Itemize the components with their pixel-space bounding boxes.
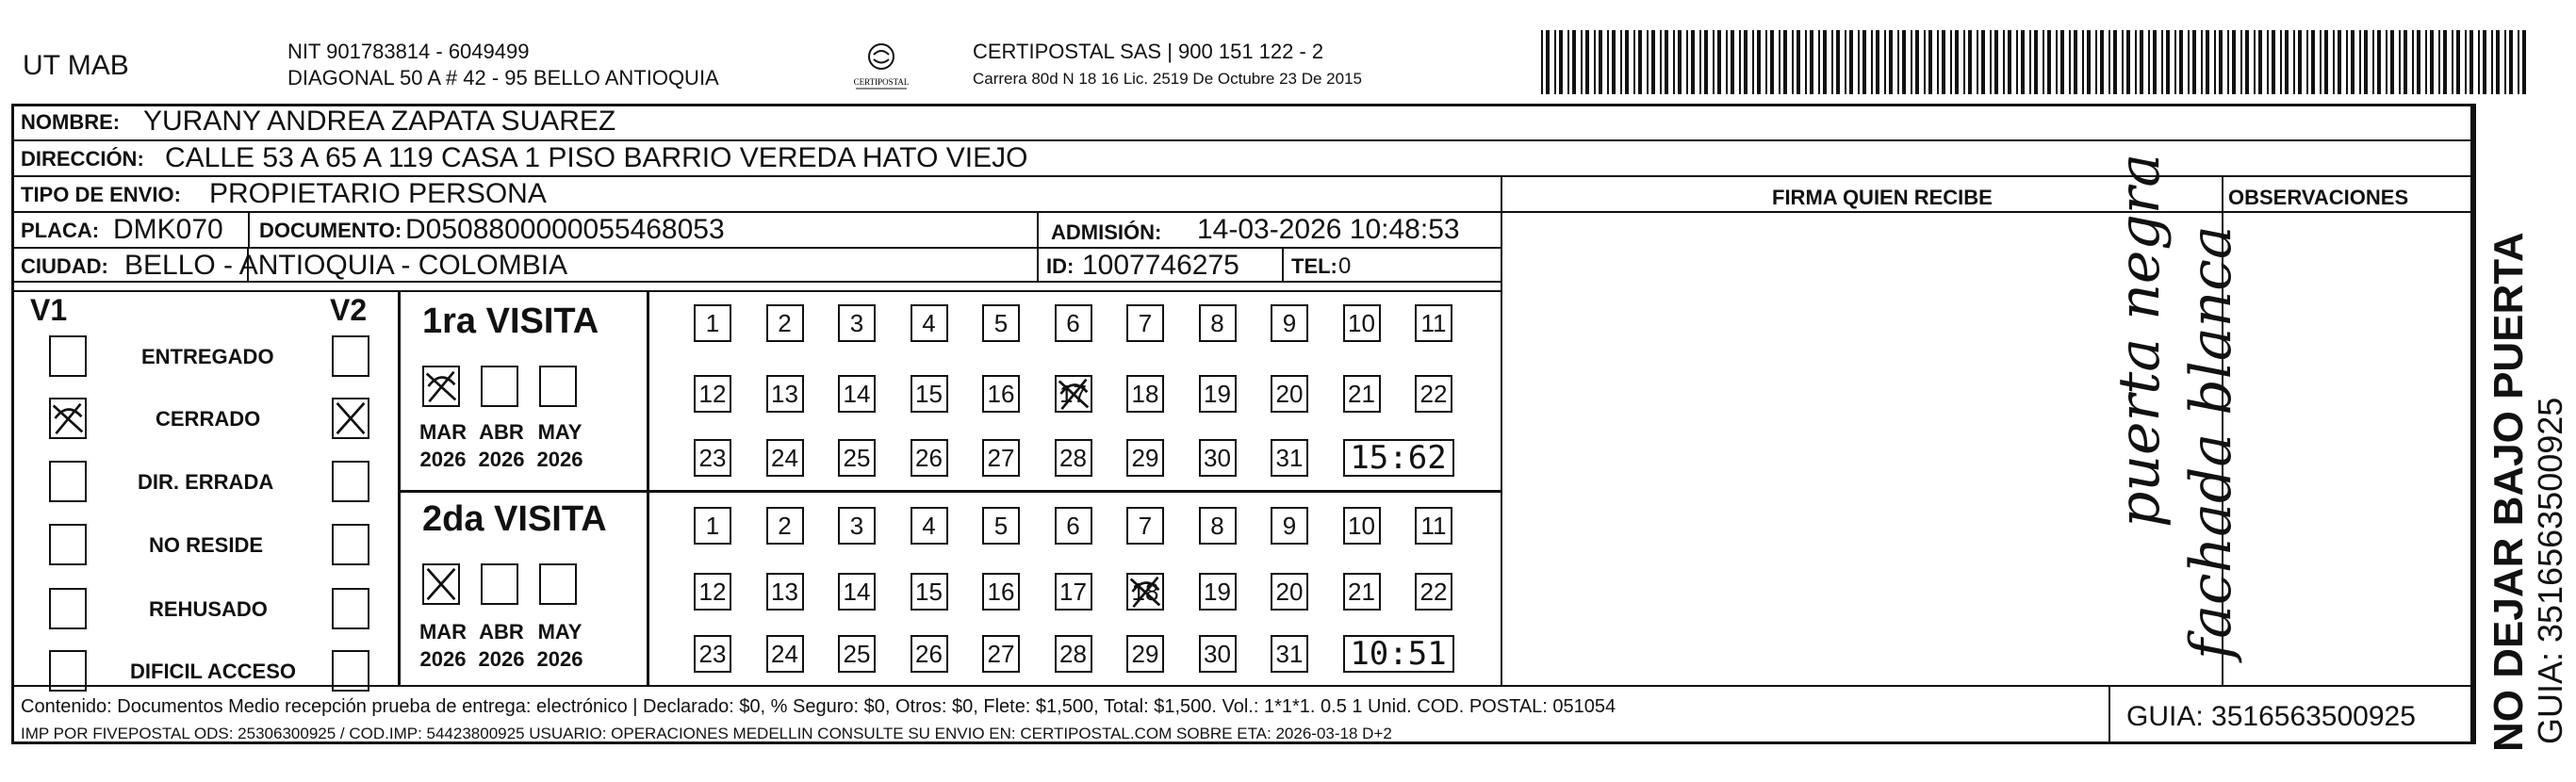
day-box[interactable]: 16 xyxy=(982,573,1020,611)
day-box[interactable]: 25 xyxy=(838,439,876,477)
month-label: ABR xyxy=(479,620,524,644)
day-box[interactable]: 22 xyxy=(1415,573,1452,611)
observaciones-header: OBSERVACIONES xyxy=(2228,186,2409,209)
day-box[interactable]: 31 xyxy=(1271,635,1308,673)
footer-imp: IMP POR FIVEPOSTAL ODS: 25306300925 / COD.IMP: 54423800925 USUARIO: OPERACIONES MEDELLIN CONSULTE SU ENVIO EN: CERTIPOSTAL.COM SOBRE ETA: 2026-03-18 D+2 xyxy=(21,725,1392,742)
sender-address: DIAGONAL 50 A # 42 - 95 BELLO ANTIOQUIA xyxy=(287,66,719,90)
id-value: 1007746275 xyxy=(1082,250,1239,281)
day-box[interactable]: 29 xyxy=(1126,635,1164,673)
day-box[interactable]: 19 xyxy=(1199,375,1237,413)
placa-value: DMK070 xyxy=(113,214,223,245)
day-box[interactable]: 4 xyxy=(911,507,948,545)
barcode xyxy=(1541,30,2535,94)
note-line-1: puerta negra xyxy=(2107,153,2173,528)
status-label: REHUSADO xyxy=(149,597,268,621)
day-box[interactable]: 23 xyxy=(694,635,731,673)
day-box[interactable]: 28 xyxy=(1055,635,1092,673)
admision-value: 14-03-2026 10:48:53 xyxy=(1197,214,1460,245)
day-box[interactable]: 8 xyxy=(1199,507,1237,545)
day-box[interactable]: 27 xyxy=(982,635,1020,673)
day-box[interactable]: 14 xyxy=(838,573,876,611)
v1-checkbox[interactable] xyxy=(49,335,87,377)
day-box[interactable]: 20 xyxy=(1271,573,1308,611)
day-box[interactable]: 24 xyxy=(766,439,804,477)
nit-text: NIT 901783814 - 6049499 xyxy=(287,40,530,63)
month-checkbox[interactable] xyxy=(539,366,577,407)
day-box[interactable]: 15 xyxy=(911,375,948,413)
footer-contenido: Contenido: Documentos Medio recepción prueba de entrega: electrónico | Declarado: $0, % Seguro: $0, Otros: $0, Flete: $1,500, Total: $1,500. Vol.: 1*1*1. 0.5 1 Unid. COD. POSTAL: 051054 xyxy=(21,696,1616,717)
v2-checkbox[interactable] xyxy=(332,524,369,565)
day-box[interactable]: 27 xyxy=(982,439,1020,477)
documento-value: D0508800000055468053 xyxy=(405,214,725,245)
day-box[interactable]: 5 xyxy=(982,507,1020,545)
year-label: 2026 xyxy=(419,647,467,671)
month-label: MAR xyxy=(418,620,468,644)
first-visit-title: 1ra VISITA xyxy=(422,301,599,341)
day-box[interactable]: 16 xyxy=(982,375,1020,413)
day-box[interactable]: 26 xyxy=(911,439,948,477)
id-label: ID: xyxy=(1046,254,1075,278)
day-box[interactable]: 31 xyxy=(1271,439,1308,477)
day-box[interactable]: 15 xyxy=(911,573,948,611)
month-label: MAY xyxy=(537,420,582,444)
day-box[interactable]: 1 xyxy=(694,304,731,342)
day-box[interactable]: 18 xyxy=(1126,573,1164,611)
day-box[interactable]: 8 xyxy=(1199,304,1237,342)
month-checkbox[interactable] xyxy=(422,563,460,605)
day-box[interactable]: 4 xyxy=(911,304,948,342)
day-box[interactable]: 18 xyxy=(1126,375,1164,413)
day-box[interactable]: 11 xyxy=(1415,304,1452,342)
day-box[interactable]: 23 xyxy=(694,439,731,477)
second-visit-title: 2da VISITA xyxy=(422,499,607,539)
day-box[interactable]: 6 xyxy=(1055,507,1092,545)
status-label: NO RESIDE xyxy=(149,533,264,557)
month-label: ABR xyxy=(479,420,524,444)
v2-header: V2 xyxy=(330,293,368,327)
footer-guia: GUIA: 3516563500925 xyxy=(2126,701,2416,732)
direccion-value: CALLE 53 A 65 A 119 CASA 1 PISO BARRIO VEREDA HATO VIEJO xyxy=(165,142,1028,173)
day-box[interactable]: 3 xyxy=(838,507,876,545)
day-box[interactable]: 7 xyxy=(1126,507,1164,545)
day-box[interactable]: 21 xyxy=(1343,375,1381,413)
day-box[interactable]: 13 xyxy=(766,375,804,413)
day-box[interactable]: 30 xyxy=(1199,635,1237,673)
day-box[interactable]: 17 xyxy=(1055,375,1092,413)
day-box[interactable]: 13 xyxy=(766,573,804,611)
year-label: 2026 xyxy=(478,448,525,471)
day-box[interactable]: 11 xyxy=(1415,507,1452,545)
day-box[interactable]: 9 xyxy=(1271,304,1308,342)
v2-checkbox[interactable] xyxy=(332,461,369,502)
tel-label: TEL: xyxy=(1291,254,1337,278)
day-box[interactable]: 12 xyxy=(694,573,731,611)
firma-header: FIRMA QUIEN RECIBE xyxy=(1772,186,1993,209)
direccion-label: DIRECCIÓN: xyxy=(21,147,144,171)
month-checkbox[interactable] xyxy=(481,366,518,407)
v1-checkbox[interactable] xyxy=(49,588,87,629)
v2-checkbox[interactable] xyxy=(332,335,369,377)
year-label: 2026 xyxy=(536,647,583,671)
v2-checkbox[interactable] xyxy=(332,398,369,439)
day-box[interactable]: 26 xyxy=(911,635,948,673)
carrier-license: Carrera 80d N 18 16 Lic. 2519 De Octubre 23 De 2015 xyxy=(973,70,1362,88)
day-box[interactable]: 28 xyxy=(1055,439,1092,477)
day-box[interactable]: 29 xyxy=(1126,439,1164,477)
nombre-label: NOMBRE: xyxy=(21,110,121,134)
placa-label: PLACA: xyxy=(21,219,100,242)
day-box[interactable]: 9 xyxy=(1271,507,1308,545)
day-box[interactable]: 21 xyxy=(1343,573,1381,611)
status-label: ENTREGADO xyxy=(141,345,274,368)
certipostal-logo-icon xyxy=(848,38,914,94)
tipo-envio-label: TIPO DE ENVIO: xyxy=(21,183,181,206)
day-box[interactable]: 10 xyxy=(1343,304,1381,342)
month-label: MAR xyxy=(418,420,468,444)
day-box[interactable]: 12 xyxy=(694,375,731,413)
day-box[interactable]: 22 xyxy=(1415,375,1452,413)
day-box[interactable]: 6 xyxy=(1055,304,1092,342)
carrier-name: CERTIPOSTAL SAS | 900 151 122 - 2 xyxy=(973,40,1324,63)
admision-label: ADMISIÓN: xyxy=(1051,220,1162,244)
month-checkbox[interactable] xyxy=(422,366,460,407)
v2-checkbox[interactable] xyxy=(332,650,369,692)
year-label: 2026 xyxy=(536,448,583,471)
company-name: UT MAB xyxy=(23,50,129,81)
v2-checkbox[interactable] xyxy=(332,588,369,629)
time-box[interactable]: 15:62 xyxy=(1343,439,1454,477)
month-checkbox[interactable] xyxy=(481,563,518,605)
side-guia: GUIA: 3516563500925 xyxy=(2531,397,2569,744)
day-box[interactable]: 30 xyxy=(1199,439,1237,477)
day-box[interactable]: 17 xyxy=(1055,573,1092,611)
nombre-value: YURANY ANDREA ZAPATA SUAREZ xyxy=(143,106,616,137)
ciudad-value: BELLO - ANTIOQUIA - COLOMBIA xyxy=(124,250,568,281)
day-box[interactable]: 20 xyxy=(1271,375,1308,413)
v1-checkbox[interactable] xyxy=(49,524,87,565)
v1-header: V1 xyxy=(30,293,68,327)
day-box[interactable]: 2 xyxy=(766,304,804,342)
day-box[interactable]: 5 xyxy=(982,304,1020,342)
v1-checkbox[interactable] xyxy=(49,398,87,439)
day-box[interactable]: 2 xyxy=(766,507,804,545)
note-line-2: fachada blanca xyxy=(2178,225,2244,660)
day-box[interactable]: 7 xyxy=(1126,304,1164,342)
status-label: CERRADO xyxy=(156,407,261,431)
year-label: 2026 xyxy=(478,647,525,671)
tel-value: 0 xyxy=(1338,253,1352,279)
status-label: DIR. ERRADA xyxy=(138,470,274,494)
documento-label: DOCUMENTO: xyxy=(259,219,402,242)
month-checkbox[interactable] xyxy=(539,563,577,605)
month-label: MAY xyxy=(537,620,582,644)
day-box[interactable]: 24 xyxy=(766,635,804,673)
day-box[interactable]: 14 xyxy=(838,375,876,413)
day-box[interactable]: 19 xyxy=(1199,573,1237,611)
day-box[interactable]: 10 xyxy=(1343,507,1381,545)
svg-text:CERTIPOSTAL: CERTIPOSTAL xyxy=(853,77,910,87)
day-box[interactable]: 25 xyxy=(838,635,876,673)
day-box[interactable]: 1 xyxy=(694,507,731,545)
no-dejar-bajo-puerta: NO DEJAR BAJO PUERTA xyxy=(2486,232,2532,752)
day-box[interactable]: 3 xyxy=(838,304,876,342)
tipo-envio-value: PROPIETARIO PERSONA xyxy=(209,178,547,209)
v1-checkbox[interactable] xyxy=(49,461,87,502)
year-label: 2026 xyxy=(419,448,467,471)
time-box[interactable]: 10:51 xyxy=(1343,635,1454,673)
ciudad-label: CIUDAD: xyxy=(21,254,108,278)
status-label: DIFICIL ACCESO xyxy=(130,660,297,683)
v1-checkbox[interactable] xyxy=(49,650,87,692)
